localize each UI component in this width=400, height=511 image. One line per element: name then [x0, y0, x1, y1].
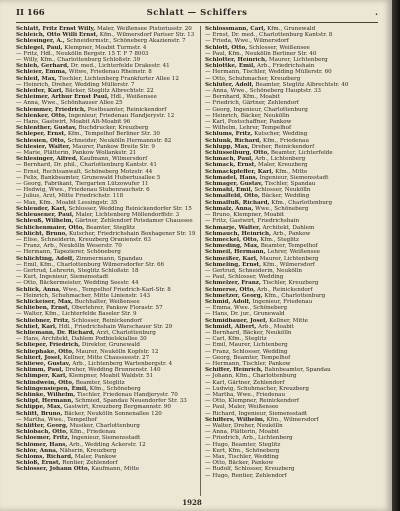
- entry-name: Schlimm, Paul,: [16, 367, 64, 374]
- entry-name: Schmid, Adolf,: [205, 298, 251, 305]
- page-header: [16, 8, 378, 22]
- entry-details: — Paul, Kfm., Neukölln Berliner Str. 40: [205, 50, 317, 57]
- entry-name: Schlierf, Josef,: [16, 354, 62, 361]
- entry-details: Wwe., Schöneberg: [255, 205, 309, 212]
- entry-details: Bäcker, Wedding: [261, 193, 310, 200]
- entry-name: Schlitter, Georg,: [16, 423, 68, 429]
- entry-details: Dreher, Reinickendorf: [251, 143, 315, 150]
- entry-details: — Emil, Maurer, Lichtenberg: [205, 342, 288, 349]
- entry-details: — Emil, Kfm., Charlottenburg Wilmersdorfer Str. 66: [16, 261, 165, 268]
- entry-details: — Paul, Schlosser, Wedding: [205, 274, 284, 281]
- entry-details: Tischler, Friedenau Handjerystr. 70: [77, 391, 178, 398]
- entry-name: Schlegel, Paul,: [16, 44, 63, 51]
- entry-details: — Bernhard, Kfm., Moabit: [205, 94, 280, 101]
- entry-details: Maler, Kreuzberg: [257, 162, 308, 169]
- entry-details: Kfm., Steglitz: [260, 236, 299, 243]
- entry-details: Hdl., Friedrichshain Warschauer Str. 29: [58, 323, 173, 330]
- entry-details: — Hugo, Rentier, Zehlendorf: [205, 472, 287, 479]
- entry-name: Schloß, Ernst,: [16, 460, 61, 467]
- entry-name: Schmackpfeffer, Karl,: [205, 168, 274, 175]
- entry-details: — Walter, Dreher, Neukölln: [205, 423, 283, 429]
- entry-details: — Hermann, Tischler, Wedding Müllerstr. 60: [205, 69, 332, 76]
- entry-details: Ingenieur, Friedenau: [252, 298, 313, 305]
- entry-name: Schleusener, Paul,: [16, 212, 74, 219]
- entry-details: Kutscher, Friedrichshain Boxhagener Str. 19: [68, 230, 196, 237]
- entry-details: — Otto, Bäckermeister, Wedding Seestr. 44: [16, 280, 139, 287]
- entry-details: — Georg, Beamter, Tempelhof: [205, 354, 291, 361]
- entry-details: — Frieda, Wwe., Wilmersdorf: [205, 38, 289, 45]
- entry-name: Schmeißer, Karl,: [205, 255, 258, 262]
- entry-details: — Heinrich, Bäcker, Neukölln: [205, 112, 290, 119]
- entry-details: Tischler, Spandau: [264, 181, 316, 188]
- entry-name: Schlatt, Fritz Ernst Willy,: [16, 26, 96, 32]
- entry-name: Schlesinger, A.,: [16, 38, 65, 45]
- entry-details: — Ernst, Dr. med., Charlottenburg Kantstr. 8: [205, 32, 333, 39]
- entry-details: — Anna, Plätterin, Moabit: [205, 429, 279, 436]
- entry-name: Schleich, Otto Willi Ernst,: [16, 32, 98, 39]
- entry-name: Schlinke, Wilhelm,: [16, 391, 76, 398]
- entry-details: — Johann, Kfm., Charlottenburg: [205, 373, 297, 380]
- entry-details: Schlosser, Wedding Reinickendorfer Str. 15: [68, 205, 192, 212]
- entry-details: — Ernst, Rechtsanwalt, Schöneberg Motzstr. 44: [16, 168, 153, 175]
- entry-details: Beamter, Tempelhof: [260, 243, 318, 250]
- entry-details: — Bernhard, Dr. phil., Charlottenburg Kantstr. 41: [16, 162, 157, 169]
- entry-details: — Georg, Fabrikant, Tiergarten Lützowufer 11: [16, 181, 149, 188]
- entry-details: Buchdrucker, Kreuzberg: [78, 125, 149, 132]
- entry-details: — Friedrich, Gärtner, Zehlendorf: [205, 100, 299, 107]
- entry-name: Schlingensiepen, Emil,: [16, 385, 89, 392]
- entry-details: — Martha, Wwe., Tempelhof: [16, 416, 97, 423]
- entry-details: Buchhalter, Weißensee: [74, 298, 140, 305]
- entry-name: Schmeling, Ernst,: [205, 261, 262, 268]
- entry-name: Schlief, Karl,: [16, 323, 58, 330]
- entry-name: Schmach, Paul,: [205, 156, 254, 163]
- entry-details: Ingenieur, Friedenau Handjerystr. 12: [68, 112, 175, 119]
- entry-name: Schlossmann, Carl,: [205, 26, 266, 32]
- entry-details: — Hugo, Beamter, Steglitz: [205, 441, 281, 448]
- directory-entry: [205, 473, 382, 479]
- entry-details: — Hans, Dr. jur., Grunewald: [205, 311, 285, 318]
- entry-details: Kellner, Mitte Chausseestr. 27: [63, 354, 150, 361]
- entry-name: Schlichenmaier, Otto,: [16, 224, 85, 231]
- entry-name: Schmerse, Otto,: [205, 286, 256, 293]
- entry-name: Schlupp, Max,: [205, 143, 250, 150]
- entry-details: Kfm., Wilmersdorf: [262, 261, 315, 268]
- entry-details: Maurer, Pankow Breite Str. 9: [72, 143, 155, 150]
- entry-name: Schmarje, Walter,: [205, 224, 261, 231]
- entry-name: Schlitt, Bruno,: [16, 410, 63, 417]
- entry-name: Schlieben, Ernst,: [16, 305, 70, 312]
- column-divider: [200, 26, 201, 496]
- entry-details: — Ludwig, Schuhmacher, Kreuzberg: [205, 385, 309, 392]
- entry-details: Arb., Lichtenberg Wartenbergstr. 4: [72, 360, 173, 367]
- entry-details: — Max, Tischler, Wedding: [205, 454, 279, 461]
- entry-name: Schloms, Richard,: [16, 454, 74, 461]
- left-column: [16, 26, 196, 496]
- entry-details: Schlosser, Neukölln: [254, 187, 311, 194]
- entry-details: — Hedwig, Wwe., Friedenau Stubenrauchstr. 6: [16, 187, 150, 194]
- entry-name: Schmeding, Max,: [205, 243, 259, 250]
- entry-name: Schlick, Anna,: [16, 286, 61, 293]
- entry-details: — Fritz, Gastwirt, Friedrichshain: [205, 218, 300, 225]
- entry-details: Kutscher, Wedding: [254, 131, 308, 138]
- entry-details: — Bernhard, Bäcker, Neukölln: [205, 329, 292, 336]
- entry-details: Lehrer, Weißensee: [267, 249, 321, 256]
- entry-details: Oberlehrer, Pankow Florastr. 57: [71, 305, 163, 312]
- entry-details: Maurer, Lichtenberg: [259, 255, 319, 262]
- entry-details: Schlosser, Reinickendorf: [71, 317, 142, 324]
- entry-details: Tischler, Lichtenberg Frankfurter Allee 12: [58, 75, 179, 82]
- entry-name: Schlippe, Max,: [16, 404, 63, 411]
- entry-name: Schlüsselburg, Otto,: [205, 150, 270, 157]
- entry-name: Schlenker, Otto,: [16, 112, 67, 119]
- entry-details: — Richard, Ingenieur, Siemensstadt: [205, 410, 308, 417]
- entry-name: Schliephake, Otto,: [16, 348, 74, 355]
- entry-details: — Anna, Wwe., Schönhauser Allee 25: [16, 100, 123, 107]
- entry-name: Schmager, Gustav,: [205, 181, 263, 188]
- entry-name: Schliebner, Fritz,: [16, 317, 70, 324]
- entry-name: Schlemmer, Friedrich,: [16, 106, 86, 113]
- entry-details: Maler, Lichtenberg Möllendorffstr. 3: [75, 212, 180, 219]
- entry-name: Schlesinger, Alfred,: [16, 156, 78, 163]
- entry-details: Kfm., Schöneberg: [89, 385, 141, 392]
- entry-name: Schlenther, Gustav,: [16, 125, 77, 132]
- entry-details: Kfm., Wilmersdorf Pariser Str. 13: [99, 32, 195, 39]
- entry-details: Klempner, Moabit Turmstr. 4: [64, 44, 147, 51]
- entry-name: Schlosser, Johann Otto,: [16, 466, 90, 473]
- entry-name: Schleif, Max,: [16, 75, 57, 82]
- entry-name: Schlindwein, Otto,: [16, 379, 74, 386]
- entry-details: — Max, Kfm., Moabit Lessingstr. 35: [16, 199, 118, 206]
- entry-name: Schlipf, Hermann,: [16, 398, 74, 405]
- entry-details: — Carl, Kfm., Steglitz: [205, 336, 267, 343]
- entry-details: Arb., Reinickendorf: [257, 286, 313, 293]
- entry-details: Bäcker, Neukölln Sonnenallee 120: [64, 410, 162, 417]
- page-footer: 1928: [182, 498, 202, 507]
- entry-details: Beamter, Steglitz: [75, 379, 125, 386]
- entry-details: Musiker, Charlottenburg: [69, 423, 140, 429]
- entry-details: Zimmermann, Spandau: [75, 255, 143, 262]
- entry-details: — Franz, Arb., Neukölln Weserstr. 70: [16, 243, 122, 250]
- entry-details: Arb., Moabit: [258, 323, 294, 330]
- entry-name: Schlichting, Adolf,: [16, 255, 75, 262]
- entry-details: Beamter, Steglitz: [86, 224, 136, 231]
- entry-details: — Anna, Wwe., Schöneberg Hauptstr. 33: [205, 88, 321, 95]
- entry-details: Gärtner, Zehlendorf Potsdamer Chaussee: [75, 218, 193, 225]
- entry-details: — Paul, Maler, Weißensee: [205, 404, 279, 411]
- entry-details: — Otto, Bäcker, Pankow: [205, 460, 274, 467]
- entry-details: — Fritz, Hdl., Neukölln Bergstr. 15 T. F 7 8003: [16, 50, 149, 57]
- entry-details: Kfm., Tempelhof Berliner Str. 30: [67, 131, 160, 138]
- entry-name: Schmeil, Hermann,: [205, 249, 266, 256]
- entry-details: Klempner, Moabit Waldstr. 51: [68, 373, 154, 380]
- entry-details: — Julius, Arzt, Mitte Friedrichstr. 118: [16, 193, 124, 200]
- directory-entry: [16, 466, 196, 472]
- entry-name: Schmadel, Hans,: [205, 174, 258, 181]
- entry-details: — Gertrud, Schneiderin, Neukölln: [205, 267, 303, 274]
- entry-details: Arzt, Charlottenburg: [96, 329, 156, 336]
- entry-name: Schlobach, Otto,: [16, 429, 68, 436]
- entry-details: Kellner, Mitte: [269, 317, 308, 324]
- entry-details: — Gertrud, Lehrerin, Steglitz Schloßstr. 18: [16, 267, 139, 274]
- entry-details: Dr. med., Lichterfelde Drakestr. 41: [70, 63, 170, 70]
- entry-details: Tischler, Kreuzberg: [262, 280, 319, 287]
- entry-details: — Kurt, Ingenieur, Siemensstadt: [16, 274, 109, 281]
- entry-name: Schmauch, Heinrich,: [205, 230, 272, 237]
- entry-details: Dreher, Wedding Brunnenstr. 140: [65, 367, 161, 374]
- entry-details: Kfm., Mitte: [275, 168, 308, 175]
- entry-details: Kfm., Friedenau: [263, 137, 309, 144]
- entry-details: — Hermann, Tischler, Pankow: [205, 360, 291, 367]
- entry-name: Schmidbauer, Josef,: [205, 317, 268, 324]
- entry-details: Arb., Wedding Ackerstr. 12: [69, 441, 146, 448]
- entry-name: Schlüter, Adolf,: [205, 81, 254, 88]
- entry-name: Schliemann, Dr. Richard,: [16, 329, 95, 336]
- entry-name: Schleimer, Arthur Ernst Paul,: [16, 94, 109, 101]
- entry-details: — Kurt, Kfm., Schöneberg: [205, 447, 280, 454]
- entry-details: Bahnbeamter, Spandau: [264, 367, 331, 374]
- entry-details: Kfm., Charlottenburg: [271, 199, 333, 206]
- entry-details: Schmied, Spandau Neuendorfer Str. 33: [75, 398, 187, 405]
- entry-details: Arb., Lichtenberg: [255, 156, 306, 163]
- entry-details: Kfm., Grunewald: [267, 26, 316, 32]
- entry-name: Schmidt, Albert,: [205, 323, 257, 330]
- entry-details: — Marie, Plätterin, Pankow Wollankstr. 21: [16, 150, 137, 157]
- entry-details: Schlosser, Weißensee: [248, 44, 310, 51]
- entry-name: Schmalz, Anna,: [205, 205, 254, 212]
- entry-name: Schlott, Otto,: [205, 44, 248, 51]
- entry-name: Schleuder, Karl,: [16, 205, 67, 212]
- entry-details: — Heinrich, Schuhmacher, Mitte Linienstr. 143: [16, 292, 151, 299]
- entry-details: Maurer, Lichtenberg: [268, 57, 328, 64]
- entry-details: Gastwirt, Kreuzberg Bergmannstr. 90: [63, 404, 171, 411]
- entry-details: Kaufmann, Wilmersdorf: [79, 156, 148, 163]
- entry-name: Schlunk, Richard,: [205, 137, 262, 144]
- entry-details: Beamter, Steglitz Albrechtstr. 40: [255, 81, 349, 88]
- right-column: [205, 26, 382, 496]
- entry-name: Schlesier, Walter,: [16, 143, 71, 150]
- entry-details: Architekt, Dahlem: [262, 224, 315, 231]
- page-title: Schlatt — Schiffers: [146, 8, 248, 18]
- entry-details: Kaufmann, Mitte: [91, 466, 140, 473]
- entry-name: Schlömer, Hans,: [16, 441, 68, 448]
- entry-name: Schmack, Ernst,: [205, 162, 257, 169]
- entry-details: Postbeamter, Reinickendorf: [87, 106, 167, 113]
- page-number: II 166: [16, 8, 45, 18]
- entry-name: Schlickeiser, Max,: [16, 298, 73, 305]
- entry-name: Schiffer, Heinrich,: [205, 367, 263, 374]
- entry-details: Näherin, Kreuzberg: [59, 447, 117, 454]
- entry-details: Kfm., Wilmersdorf: [266, 416, 319, 423]
- entry-name: Schliewe, Gustav,: [16, 360, 71, 367]
- entry-name: Schleper, Ernst,: [16, 131, 67, 138]
- entry-details: — Hans, Gastwirt, Moabit Alt-Moabit 96: [16, 119, 131, 126]
- entry-details: Maler, Pankow: [74, 454, 117, 461]
- entry-details: Schneidermstr., Schöneberg Akazienstr. 7: [66, 38, 186, 45]
- entry-name: Schmalfuß, Richard,: [205, 199, 270, 206]
- entry-details: — Hermann, Tapezierer, Schöneberg: [16, 249, 121, 256]
- entry-details: — Emma, Wwe., Schöneberg: [205, 305, 288, 312]
- entry-details: — Willy, Kfm., Charlottenburg Schloßstr. 39: [16, 57, 141, 64]
- entry-details: — Karl, Postschaffner, Pankow: [205, 119, 292, 126]
- entry-name: Schmahl, Emil,: [205, 187, 253, 194]
- entry-name: Schlieper, Friedrich,: [16, 342, 81, 349]
- entry-details: — Walter, Kfm., Lichterfelde Baseler Str. 9: [16, 311, 137, 318]
- entry-details: Maurer, Neukölln Kopfstr. 12: [75, 348, 159, 355]
- entry-name: Schmetzer, Georg,: [205, 292, 263, 299]
- entry-details: Direktor, Grunewald: [81, 342, 140, 349]
- entry-name: Schleuß, Wilhelm,: [16, 218, 74, 225]
- entry-details: Arb., Friedrichshain: [257, 63, 315, 70]
- entry-details: Wwe., Tempelhof Friedrich-Karl-Str. 8: [62, 286, 171, 293]
- entry-details: — Wilhelm, Lehrer, Tempelhof: [205, 125, 292, 132]
- entry-name: Schleifer, Karl,: [16, 88, 64, 95]
- entry-details: Kfm., Friedenau: [69, 429, 116, 436]
- book-gutter: [392, 0, 400, 511]
- entry-name: Schlesien, Otto,: [16, 137, 66, 144]
- entry-details: — Heinrich, Dreher, Wedding Müllerstr. 7: [16, 81, 135, 88]
- entry-details: — Georg, Ingenieur, Charlottenburg: [205, 106, 308, 113]
- entry-details: — Elise, Schneiderin, Kreuzberg Oranienstr. 63: [16, 236, 151, 243]
- entry-details: Ingenieur, Siemensstadt: [259, 174, 329, 181]
- entry-name: Schlör, Anna,: [16, 447, 58, 454]
- entry-name: Schmelzer, Franz,: [205, 280, 261, 287]
- entry-details: Bäcker, Steglitz Albrechtstr. 22: [65, 88, 154, 95]
- entry-details: Hdl., Weißensee: [110, 94, 157, 101]
- entry-name: Schloemer, Fritz,: [16, 435, 70, 442]
- entry-details: Ingenieur, Siemensstadt: [71, 435, 141, 442]
- entry-details: — Bruno, Klempner, Moabit: [205, 212, 285, 219]
- entry-details: Schneider, Neukölln Hermannstr. 82: [67, 137, 172, 144]
- entry-details: — Franz, Schlosser, Wedding: [205, 348, 288, 355]
- entry-details: Arb., Pankow: [272, 230, 311, 237]
- entry-details: — Rudolf, Schlosser, Kreuzberg: [205, 466, 295, 473]
- entry-name: Schlotter, Heinrich,: [205, 57, 268, 64]
- entry-details: — Otto, Schuhmacher, Kreuzberg: [205, 75, 301, 82]
- entry-details: — Hans, Architekt, Dahlem Podbielskiallee 30: [16, 336, 147, 343]
- entry-name: Schiffers, Wilhelm,: [205, 416, 265, 423]
- header-rule: [16, 22, 378, 23]
- entry-details: Maler, Weißensee Pistoriusstr. 20: [96, 26, 192, 32]
- column-marker: .: [375, 8, 378, 18]
- entry-details: Witwe, Friedenau Rheinstr. 8: [68, 69, 152, 76]
- entry-name: Schlottke, Emil,: [205, 63, 256, 70]
- entry-name: Schmalfeld, Otto,: [205, 193, 260, 200]
- entry-name: Schleier, Emma,: [16, 69, 67, 76]
- entry-details: Rentier, Zehlendorf: [62, 460, 118, 467]
- entry-details: — Otto, Klempner, Reinickendorf: [205, 398, 299, 405]
- entry-name: Schleh, Gerhard,: [16, 63, 69, 70]
- entry-name: Schlums, Fritz,: [205, 131, 253, 138]
- entry-name: Schlimper, Karl,: [16, 373, 68, 380]
- entry-details: — Martha, Wwe., Friedenau: [205, 391, 286, 398]
- entry-details: — Karl, Gärtner, Zehlendorf: [205, 379, 285, 386]
- entry-details: — Friedrich, Arb., Lichtenberg: [205, 435, 293, 442]
- entry-details: Beamter, Lichterfelde: [270, 150, 333, 157]
- entry-details: Kfm., Charlottenburg: [264, 292, 326, 299]
- entry-details: — Felix, Bankbeamter, Grunewald Hubertusallee 5: [16, 174, 161, 181]
- entry-name: Schmeckel, Otto,: [205, 236, 259, 243]
- entry-name: Schlicht, Bruno,: [16, 230, 68, 237]
